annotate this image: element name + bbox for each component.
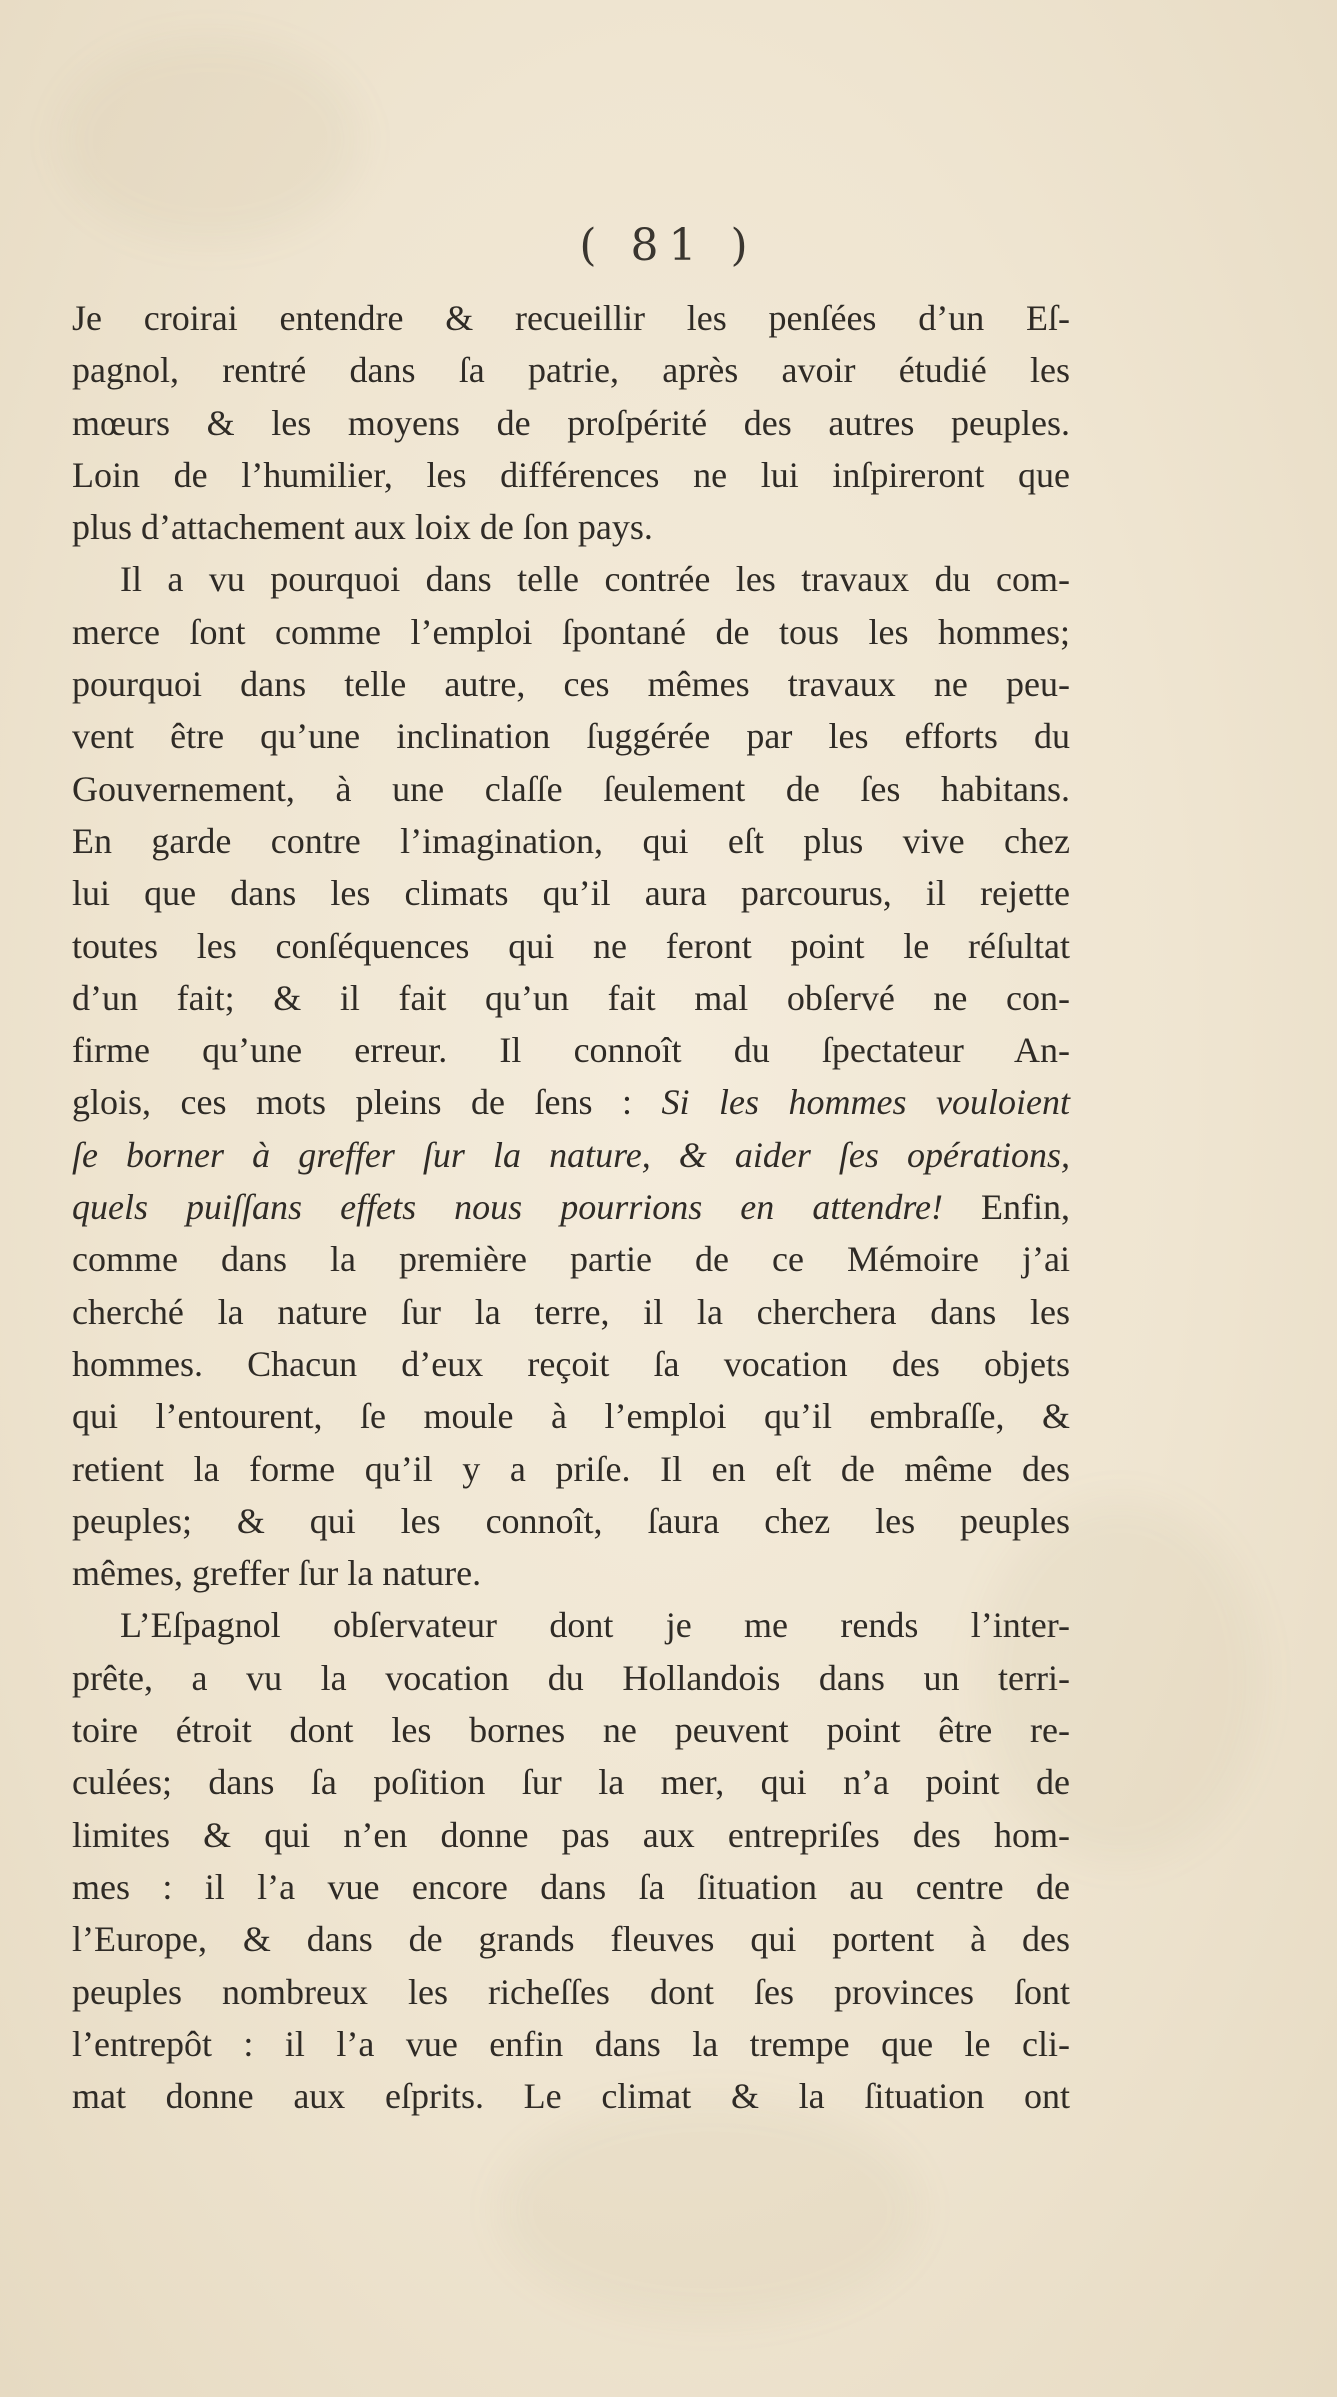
page-number: ( 81 )	[579, 220, 758, 271]
text-line	[72, 1129, 1070, 1181]
text-line: peuples nombreux les richeſſes dont ſes provinces ſont	[72, 1971, 1070, 2012]
text-line: mêmes, greffer ſur la nature.	[72, 1553, 482, 1594]
italic-quote: quels puiſſans effets nous pourrions en attendre!	[72, 1187, 943, 1228]
body-text	[72, 292, 1070, 2122]
text-line: mœurs & les moyens de proſpérité des autres peuples.	[72, 402, 1070, 443]
text-line: retient la forme qu’il y a priſe. Il en eſt de même des	[72, 1448, 1070, 1489]
text-line: merce ſont comme l’emploi ſpontané de tous les hommes;	[72, 611, 1070, 652]
text-line: En garde contre l’imagination, qui eſt plus vive chez	[72, 820, 1070, 861]
text-line: toire étroit dont les bornes ne peuvent point être re-	[72, 1710, 1070, 1751]
text-line: Loin de l’humilier, les différences ne lui inſpireront que	[72, 454, 1070, 495]
text-line: limites & qui n’en donne pas aux entrepriſes des hom-	[72, 1814, 1070, 1855]
text-line: d’un fait; & il fait qu’un fait mal obſervé ne con-	[72, 977, 1070, 1018]
text-line: comme dans la première partie de ce Mémoire j’ai	[72, 1239, 1070, 1280]
text-line: qui l’entourent, ſe moule à l’emploi qu’il embraſſe, &	[72, 1396, 1070, 1437]
text-line: mat donne aux eſprits. Le climat & la ſituation ont	[72, 2076, 1070, 2117]
italic-quote: ſe borner à greffer ſur la nature, & aider ſes opérations,	[72, 1134, 1070, 1175]
italic-quote: Si les hommes vouloient	[661, 1082, 1070, 1123]
text-line: peuples; & qui les connoît, ſaura chez les peuples	[72, 1500, 1070, 1541]
paper-stain	[60, 40, 360, 240]
text-line: mes : il l’a vue encore dans ſa ſituation au centre de	[72, 1866, 1070, 1907]
text-line: Gouvernement, à une claſſe ſeulement de ſes habitans.	[72, 768, 1070, 809]
text-line: firme qu’une erreur. Il connoît du ſpectateur An-	[72, 1030, 1070, 1071]
text-line: vent être qu’une inclination ſuggérée par les efforts du	[72, 716, 1070, 757]
text-line: quels puiſſans effets nous pourrions en attendre! Enfin,	[72, 1187, 1071, 1228]
text-line: prête, a vu la vocation du Hollandois dans un terri-	[72, 1657, 1070, 1698]
text-line: pourquoi dans telle autre, ces mêmes travaux ne peu-	[72, 664, 1070, 705]
text-line: toutes les conſéquences qui ne feront point le réſultat	[72, 925, 1070, 966]
text-line: hommes. Chacun d’eux reçoit ſa vocation des objets	[72, 1343, 1070, 1384]
text-line: plus d’attachement aux loix de ſon pays.	[72, 507, 653, 548]
text-line: cherché la nature ſur la terre, il la cherchera dans les	[72, 1291, 1070, 1332]
text-line: glois, ces mots pleins de ſens : Si les hommes vouloient	[72, 1082, 1070, 1123]
paper-stain	[500, 2100, 920, 2320]
text-line: l’Europe, & dans de grands fleuves qui portent à des	[72, 1919, 1070, 1960]
text-line: Je croirai entendre & recueillir les penſées d’un Eſ-	[72, 298, 1070, 338]
text-line: L’Eſpagnol obſervateur dont je me rends l’inter-	[120, 1605, 1070, 1646]
text-line: lui que dans les climats qu’il aura parcourus, il rejette	[72, 873, 1070, 914]
text-line: pagnol, rentré dans ſa patrie, après avoir étudié les	[72, 350, 1070, 391]
text-line: Il a vu pourquoi dans telle contrée les travaux du com-	[120, 559, 1070, 600]
text-line: l’entrepôt : il l’a vue enfin dans la trempe que le cli-	[72, 2023, 1070, 2064]
text-line: culées; dans ſa poſition ſur la mer, qui n’a point de	[72, 1762, 1070, 1803]
